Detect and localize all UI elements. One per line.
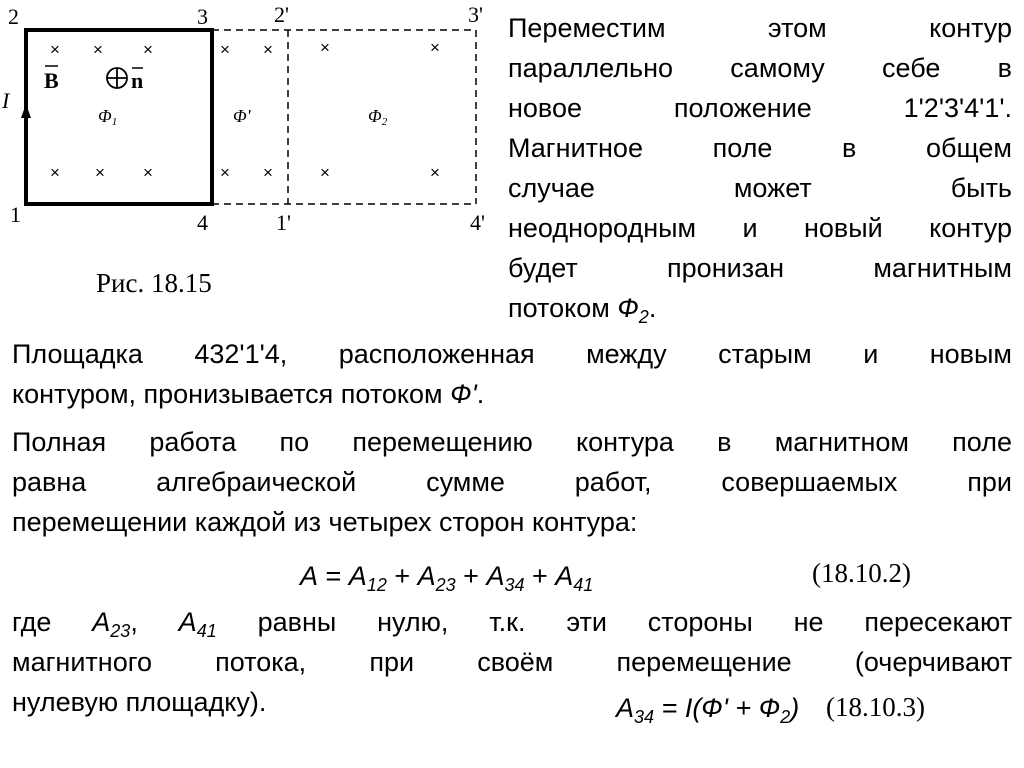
phi2-label: Φ2 bbox=[368, 106, 388, 128]
phiprime-label: Φ' bbox=[233, 106, 251, 126]
text-line: будет пронизан магнитным bbox=[508, 253, 1012, 283]
text-line: Магнитное поле в общем bbox=[508, 133, 1012, 163]
corner-label-4: 4 bbox=[197, 210, 208, 235]
cross-mark: × bbox=[320, 38, 330, 57]
corner-label-3p: 3' bbox=[468, 2, 483, 27]
cross-mark: × bbox=[320, 163, 330, 182]
n-vector-label: n bbox=[131, 68, 144, 93]
cross-mark: × bbox=[143, 40, 153, 59]
corner-label-1: 1 bbox=[10, 202, 21, 227]
text-line: нулевую площадку). bbox=[12, 687, 267, 717]
text-line: Полная работа по перемещению контура в магнитном поле bbox=[12, 427, 1012, 457]
equation-number: (18.10.2) bbox=[812, 558, 911, 588]
current-arrow bbox=[21, 104, 31, 118]
text-line: контуром, пронизывается потоком Ф'. bbox=[12, 379, 485, 409]
text-line: где $A_{23}$, $A_{41}$ равны нулю, т.к. эти стороны не пересекают bbox=[12, 607, 1012, 641]
cross-mark: × bbox=[220, 163, 230, 182]
corner-label-3: 3 bbox=[197, 4, 208, 29]
text-line: потоком $Ф_2$. bbox=[508, 293, 657, 327]
equation-18-10-2: $A = A_{12} + A_{23} + A_{34} + A_{41}$ bbox=[300, 561, 594, 595]
contour-figure bbox=[0, 0, 500, 300]
equation-number: (18.10.3) bbox=[826, 692, 925, 722]
text-line: неоднородным и новый контур bbox=[508, 213, 1012, 243]
cross-mark: × bbox=[50, 163, 60, 182]
text-line: случае может быть bbox=[508, 173, 1012, 203]
cross-mark: × bbox=[430, 163, 440, 182]
current-label: I bbox=[2, 88, 10, 113]
equation-18-10-3: $A_{34} = I(Ф' + Ф_2)$ bbox=[616, 693, 800, 727]
text-line: равна алгебраической сумме работ, совершаемых при bbox=[12, 467, 1012, 497]
cross-mark: × bbox=[50, 40, 60, 59]
b-vector-label: B bbox=[44, 68, 59, 93]
cross-mark: × bbox=[430, 38, 440, 57]
cross-mark: × bbox=[263, 40, 273, 59]
corner-label-1p: 1' bbox=[276, 210, 291, 235]
circle-plus-icon bbox=[107, 68, 127, 88]
paragraph-work bbox=[12, 422, 1012, 542]
text-line: Площадка 432'1'4, расположенная между старым и новым bbox=[12, 339, 1012, 369]
text-line: перемещении каждой из четырех сторон контура: bbox=[12, 507, 638, 537]
cross-mark: × bbox=[93, 40, 103, 59]
phi1-label: Φ1 bbox=[98, 106, 118, 128]
text-line: параллельно самому себе в bbox=[508, 53, 1012, 83]
corner-label-4p: 4' bbox=[470, 210, 485, 235]
cross-mark: × bbox=[95, 163, 105, 182]
corner-label-2: 2 bbox=[8, 4, 19, 29]
figure-caption: Рис. 18.15 bbox=[96, 268, 212, 298]
text-line: Переместим этом контур bbox=[508, 13, 1012, 43]
cross-mark: × bbox=[143, 163, 153, 182]
right-paragraph bbox=[508, 8, 1012, 328]
cross-mark: × bbox=[220, 40, 230, 59]
cross-mark: × bbox=[263, 163, 273, 182]
corner-label-2p: 2' bbox=[274, 2, 289, 27]
paragraph-area bbox=[12, 334, 1012, 414]
text-line: новое положение 1'2'3'4'1'. bbox=[508, 93, 1012, 123]
text-line: магнитного потока, при своём перемещение (очерчивают bbox=[12, 647, 1012, 677]
